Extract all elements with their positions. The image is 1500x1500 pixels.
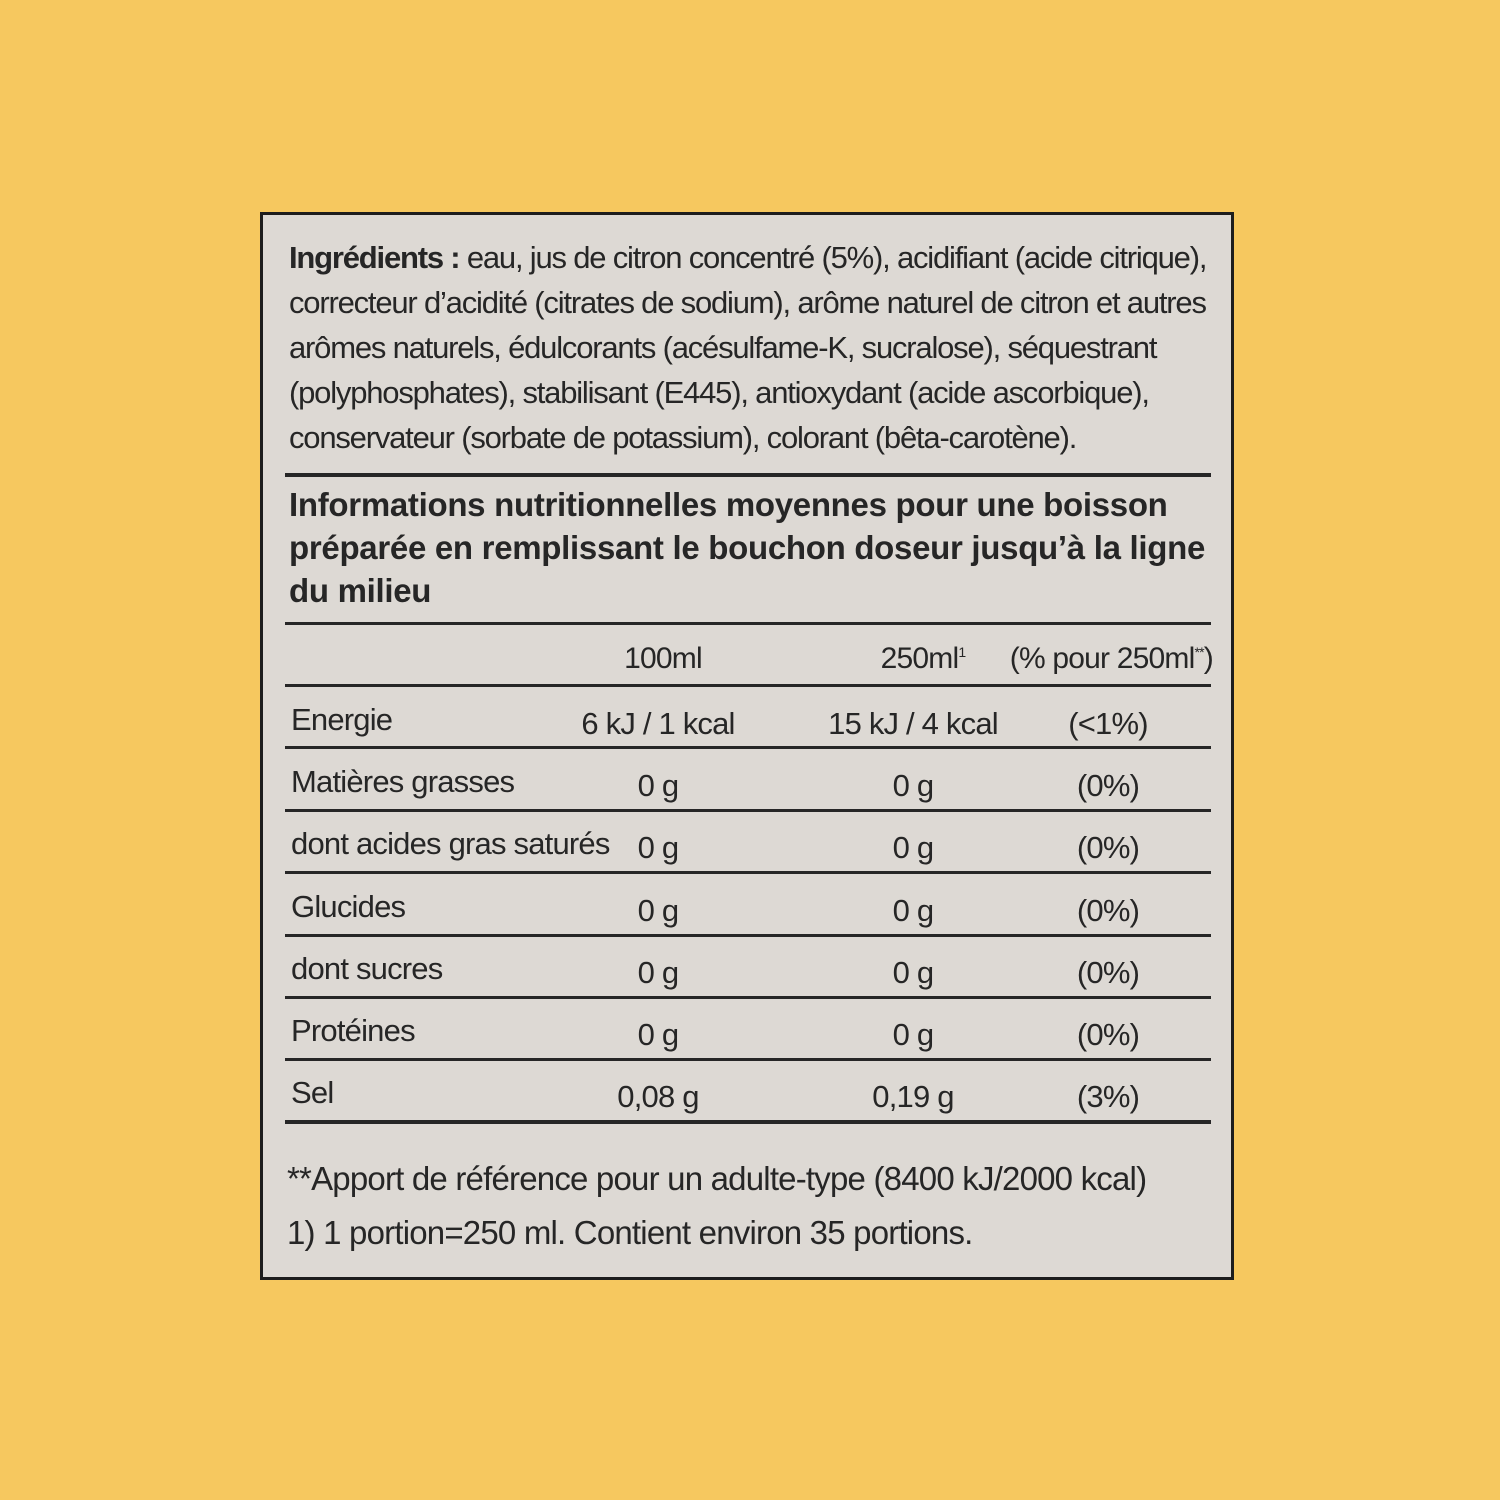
row-acides-gras-satures-100ml: 0 g <box>637 830 679 865</box>
header-percent <box>993 639 1213 679</box>
row-energie-percent: (<1%) <box>1068 706 1148 741</box>
nutrition-label <box>260 212 1234 1280</box>
row-proteines-100ml: 0 g <box>637 1017 679 1052</box>
row-glucides-percent: (0%) <box>1076 893 1140 928</box>
ingredients-text: eau, jus de citron concentré (5%), acidifiant (acide citrique), correcteur d’acidité (citrates de sodium), arôme naturel de citron et autres arômes naturels, édulcorants (acésulfame-K, sucralose), séquestrant (polyphosphates), stabilisant (E445), antioxydant (acide ascorbique), conservateur (sorbate de potassium), colorant (bêta-carotène). <box>289 240 1207 455</box>
row-sucres-100ml: 0 g <box>637 955 679 990</box>
row-energie-250ml: 15 kJ / 4 kcal <box>828 706 998 741</box>
header-percent-label: (% pour 250ml <box>1009 642 1195 675</box>
row-sel-100ml: 0,08 g <box>617 1079 699 1114</box>
row-acides-gras-satures-name: dont acides gras saturés <box>291 826 610 861</box>
row-sucres-250ml: 0 g <box>892 955 934 990</box>
row-acides-gras-satures-250ml: 0 g <box>892 830 934 865</box>
divider <box>285 1120 1211 1124</box>
divider <box>285 473 1211 477</box>
header-percent-close: ) <box>1203 642 1213 675</box>
footnote-portion: 1) 1 portion=250 ml. Contient environ 35 portions. <box>287 1214 973 1251</box>
row-matieres-grasses-percent: (0%) <box>1076 768 1140 803</box>
divider <box>285 809 1211 812</box>
nutrition-title: Informations nutritionnelles moyennes pour une boisson préparée en remplissant le bouchon doseur jusqu’à la ligne du milieu <box>289 486 1205 609</box>
header-250ml-label: 250ml <box>880 642 959 675</box>
row-energie-name: Energie <box>291 702 393 737</box>
footnote-reference-intake: **Apport de référence pour un adulte-type (8400 kJ/2000 kcal) <box>287 1160 1147 1197</box>
row-matieres-grasses-name: Matières grasses <box>291 764 515 799</box>
divider <box>285 684 1211 687</box>
header-250ml <box>853 639 993 679</box>
row-energie-100ml: 6 kJ / 1 kcal <box>581 706 735 741</box>
divider <box>285 746 1211 749</box>
row-sel-250ml: 0,19 g <box>872 1079 954 1114</box>
divider <box>285 996 1211 999</box>
header-250ml-footnote-mark: 1 <box>958 644 966 660</box>
row-matieres-grasses-250ml: 0 g <box>892 768 934 803</box>
row-glucides-250ml: 0 g <box>892 893 934 928</box>
row-proteines-250ml: 0 g <box>892 1017 934 1052</box>
divider <box>285 1058 1211 1061</box>
row-sel-percent: (3%) <box>1076 1079 1140 1114</box>
row-glucides-100ml: 0 g <box>637 893 679 928</box>
row-glucides-name: Glucides <box>291 889 406 924</box>
ingredients-heading: Ingrédients : <box>289 240 460 275</box>
ingredients-list <box>289 235 1229 460</box>
divider <box>285 622 1211 625</box>
header-100ml: 100ml <box>624 642 702 675</box>
row-proteines-percent: (0%) <box>1076 1017 1140 1052</box>
row-sucres-percent: (0%) <box>1076 955 1140 990</box>
row-acides-gras-satures-percent: (0%) <box>1076 830 1140 865</box>
divider <box>285 934 1211 937</box>
row-proteines-name: Protéines <box>291 1013 415 1048</box>
row-sucres-name: dont sucres <box>291 951 443 986</box>
row-matieres-grasses-100ml: 0 g <box>637 768 679 803</box>
divider <box>285 871 1211 874</box>
row-sel-name: Sel <box>291 1075 334 1110</box>
header-percent-footnote-mark: ** <box>1194 644 1204 660</box>
